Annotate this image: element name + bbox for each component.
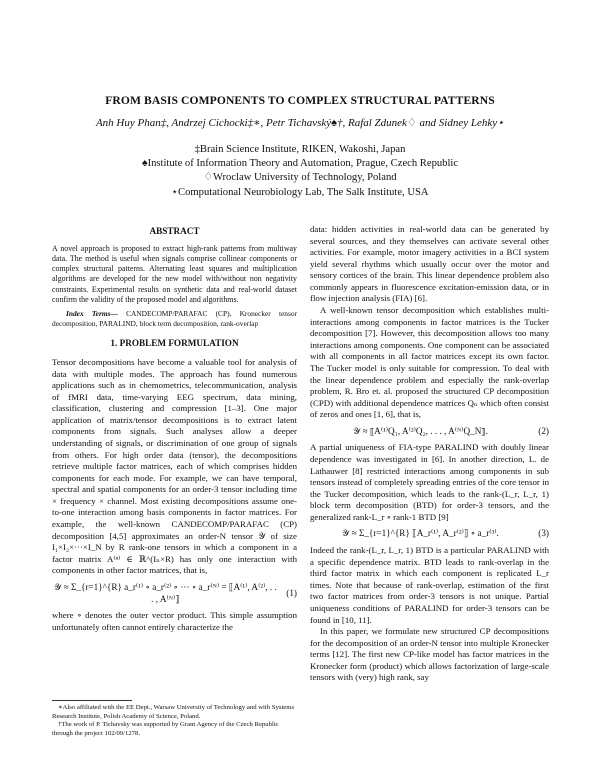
equation-number: (2) <box>538 425 549 436</box>
index-terms <box>52 309 297 329</box>
equation-number: (3) <box>538 528 549 539</box>
affiliation: ♢Wroclaw University of Technology, Poland <box>203 172 397 184</box>
equation-1 <box>52 582 297 605</box>
index-terms-text: CANDECOMP/PARAFAC (CP), Kronecker tensor decomposition, PARALIND, block term decomposition, rank-overlap <box>52 309 298 329</box>
equation-2 <box>310 426 549 438</box>
affiliation: ‡Brain Science Institute, RIKEN, Wakoshi, Japan <box>194 144 406 155</box>
equation-body: 𝒴 ≈ ⟦A⁽¹⁾Q₁, A⁽²⁾Q₂, . . . , A⁽ᴺ⁾Q_N⟧. <box>353 425 488 436</box>
equation-body: 𝒴 ≈ Σ_{r=1}^{R} ⟦A_r⁽¹⁾, A_r⁽²⁾⟧ ∘ a_r⁽³⁾. <box>342 528 499 539</box>
author-list: Anh Huy Phan‡, Andrzej Cichocki‡∗, Petr Tichavský♠†, Rafal Zdunek♢ and Sidney Lehky⋆ <box>95 117 505 129</box>
paragraph: where ∘ denotes the outer vector product. This simple assumption unfortunately often cannot entirely characterize the <box>52 610 297 632</box>
footnotes <box>52 700 297 738</box>
equation-number: (1) <box>286 587 297 598</box>
footnote: ∗Also affiliated with the EE Dept., Warsaw University of Technology and with Systems Research Institute, Polish Academy of Science, Poland. <box>52 704 295 720</box>
affiliation: ⋆Computational Neurobiology Lab, The Salk Institute, USA <box>171 186 429 198</box>
abstract-text: A novel approach is proposed to extract high-rank patterns from multiway data. The method is useful when signals comprise collinear components or complex structural patterns. Alternating least squares and multiplication algorithms are developed for the new model with/without non negativity constraints. Experimental results on synthetic data and real-world dataset confirm the validity of the proposed model and algorithms. <box>52 243 297 305</box>
paragraph: A partial uniqueness of FIA-type PARALIND with doubly linear dependence was investigated in [6]. In another direction, L. de Lathauwer [8] restricted interactions among components in sub tensors instead of completely spreading entries of the core tensor in the Tucker decomposition, which leads to the rank-(L_r, L_r, 1) block term decomposition (BTD) for order-3 tensors, and the generalized rank-L_r ∘ rank-1 BTD [9] <box>310 442 549 522</box>
footnote-rule <box>52 700 132 701</box>
paragraph: Tensor decompositions have become a valuable tool for analysis of data with multiple modes. The approach has found numerous applications such as in chemometrics, telecommunication, analysis of fMRI data, time-varying EEG spectrum, data mining, classification, clustering and compression [1–3]. One major application of matrix/tensor decompositions is to extract latent components from signals. Such analyses allow a deeper understanding of signals, or discrimination of one group of signals from others. For high order data (tensor), the decompositions retrieve multiple factor matrices, each of which comprises hidden components for each mode. For example, we can have temporal, spectral and spatial components for an order-3 tensor including time × frequency × channel. Most existing decompositions assume one-to-one interaction among basis components in factor matrices. For example, the well-known CANDECOMP/PARAFAC (CP) decomposition [4,5] approximates an order-N tensor 𝒴 of size I₁×I₂×···×I_N by R rank-one tensors in which a component in a factor matrix A⁽ⁿ⁾ ∈ ℝ^(Iₙ×R) has only one interaction with components in other factor matrices, that is, <box>52 356 297 576</box>
equation-3 <box>310 528 549 540</box>
affiliations <box>0 143 600 200</box>
index-terms-label: Index Terms— <box>66 309 118 319</box>
paragraph: Indeed the rank-(L_r, L_r, 1) BTD is a particular PARALIND with a specific dependence matrix. BTD leads to rank-overlap in the third factor matrix in which each component is replicated L_r times. Note that because of rank-overlap, estimation of the first two factor matrices from order-3 tensors is not unique. Partial uniqueness conditions of PARALIND for order-3 tensors can be found in [10, 11]. <box>310 545 549 625</box>
abstract-heading: ABSTRACT <box>149 226 200 236</box>
paragraph: data: hidden activities in real-world data can be generated by several sources, and they themselves can activate several other activities. For example, motor imagery activities in a BCI system yield several rhythms which usually occur over the motor and sensory cortices of the brain. This linear dependence problem also commonly appears in fluorescence excitation-emission data, or in flow injection analysis (FIA) [6]. <box>310 224 549 304</box>
section-heading: 1. PROBLEM FORMULATION <box>110 338 239 349</box>
right-column <box>310 224 549 684</box>
equation-body: 𝒴 ≈ Σ_{r=1}^{R} a_r⁽¹⁾ ∘ a_r⁽²⁾ ∘ ··· ∘ a_r⁽ᴺ⁾ = ⟦A⁽¹⁾, A⁽²⁾, . . . , A⁽ᴺ⁾⟧ <box>54 581 277 604</box>
affiliation: ♠Institute of Information Theory and Automation, Prague, Czech Republic <box>141 158 459 170</box>
paper-title: FROM BASIS COMPONENTS TO COMPLEX STRUCTURAL PATTERNS <box>105 94 495 107</box>
paragraph: In this paper, we formulate new structured CP decompositions for the decomposition of an order-N tensor into multiple Kronecker terms [12]. The first new CP-like model has factor matrices in the Kronecker form (product) which allows factorization of large-scale tensors with (very) high rank, say <box>310 626 549 683</box>
footnote: †The work of P. Tichavsky was supported by Grant Agency of the Czech Republic through the project 102/09/1278. <box>52 721 279 737</box>
left-column <box>52 226 297 633</box>
paragraph: A well-known tensor decomposition which establishes multi-interactions among components in factor matrices is the Tucker decomposition [7]. However, this decomposition allows too many interactions among components. One component can be associated with all components in all factor matrices except its own factor. The Tucker model is only suitable for compression. To deal with the linear dependence problem and especially the rank-overlap problem, R. Bro et. al. proposed the structured CP decomposition (CPD) with additional dependence matrices Qₙ which often consist of zeros and ones [1, 6], that is, <box>310 305 549 420</box>
